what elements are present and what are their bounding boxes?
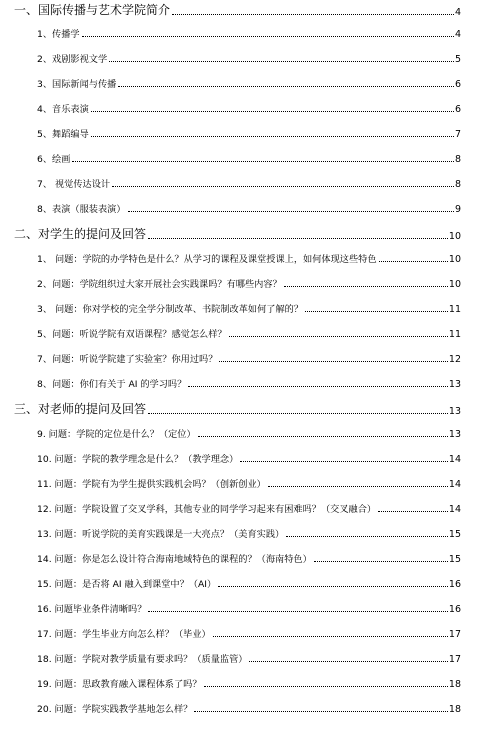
toc-dot-leader: [148, 238, 448, 239]
toc-entry-text: 11. 问题：学院有为学生提供实践机会吗？（创新创业）: [37, 479, 266, 490]
toc-page-number: 10: [448, 254, 461, 265]
toc-dot-leader: [72, 161, 454, 162]
toc-item[interactable]: [37, 302, 461, 315]
toc-entry-text: 3、国际新闻与传播: [37, 79, 117, 90]
toc-page-number: 7: [454, 129, 461, 140]
toc-entry-text: 13. 问题：听说学院的美育实践课是一大亮点？（美育实践）: [37, 529, 285, 540]
toc-page-number: 9: [454, 204, 461, 215]
toc-item[interactable]: [37, 77, 461, 90]
toc-entry-text: 20. 问题：学院实践教学基地怎么样？: [37, 704, 193, 715]
toc-dot-leader: [91, 111, 454, 112]
toc-page-number: 5: [454, 54, 461, 65]
toc-entry-text: 4、音乐表演: [37, 104, 89, 115]
toc-entry-text: 18. 问题：学院对教学质量有要求吗？（质量监管）: [37, 654, 248, 665]
toc-item[interactable]: [37, 502, 461, 515]
toc-item[interactable]: [37, 177, 461, 190]
toc-entry-text: 9. 问题：学院的定位是什么？（定位）: [37, 429, 196, 440]
toc-page-number: 4: [454, 29, 461, 40]
toc-item[interactable]: [37, 427, 461, 440]
toc-entry-text: 10. 问题：学院的教学理念是什么？（教学理念）: [37, 454, 239, 465]
toc-entry-text: 2、问题：学院组织过大家开展社会实践课吗？有哪些内容？: [37, 279, 282, 290]
toc-dot-leader: [229, 336, 448, 337]
toc-entry-text: 一、国际传播与艺术学院简介: [14, 3, 171, 17]
toc-dot-leader: [240, 461, 448, 462]
toc-page-number: 13: [448, 379, 461, 390]
toc-item[interactable]: [37, 552, 461, 565]
toc-entry-text: 15. 问题：是否将 AI 融入到课堂中？（AI）: [37, 579, 217, 590]
toc-item[interactable]: [37, 377, 461, 390]
toc-dot-leader: [109, 61, 454, 62]
toc-page-number: 14: [448, 479, 461, 490]
toc-dot-leader: [148, 611, 448, 612]
toc-entry-text: 19. 问题：思政教育融入课程体系了吗？: [37, 679, 202, 690]
toc-page-number: 8: [454, 154, 461, 165]
toc-page-number: 6: [454, 104, 461, 115]
toc-item[interactable]: [37, 152, 461, 165]
toc-dot-leader: [118, 86, 454, 87]
toc-page-number: 4: [454, 7, 461, 18]
toc-entry-text: 1、 问题：学院的办学特色是什么？从学习的课程及课堂授课上，如何体现这些特色: [37, 254, 377, 265]
toc-item[interactable]: [37, 277, 461, 290]
toc-page-number: 16: [448, 604, 461, 615]
toc-page-number: 10: [448, 279, 461, 290]
toc-dot-leader: [91, 136, 454, 137]
toc-dot-leader: [172, 14, 454, 15]
toc-entry-text: 8、表演（服装表演）: [37, 204, 126, 215]
toc-item[interactable]: [37, 327, 461, 340]
toc-dot-leader: [268, 486, 448, 487]
toc-entry-text: 12. 问题：学院设置了交叉学科，其他专业的同学学习起来有困难吗？（交叉融合）: [37, 504, 377, 515]
toc-dot-leader: [314, 561, 448, 562]
toc-page-number: 12: [448, 354, 461, 365]
toc-entry-text: 2、戏剧影视文学: [37, 54, 108, 65]
toc-dot-leader: [284, 286, 448, 287]
toc-dot-leader: [218, 586, 448, 587]
toc-page-number: 6: [454, 79, 461, 90]
toc-item[interactable]: [37, 52, 461, 65]
toc-entry-text: 5、舞蹈编导: [37, 129, 89, 140]
toc-page-number: 10: [448, 231, 461, 242]
toc-dot-leader: [213, 636, 448, 637]
toc-dot-leader: [305, 311, 448, 312]
toc-item[interactable]: [37, 652, 461, 665]
toc-item[interactable]: [37, 352, 461, 365]
toc-item[interactable]: [37, 127, 461, 140]
toc-dot-leader: [198, 436, 448, 437]
toc-dot-leader: [204, 686, 448, 687]
toc-entry-text: 三、对老师的提问及回答: [14, 402, 147, 416]
toc-page-number: 13: [448, 406, 461, 417]
toc-dot-leader: [249, 661, 447, 662]
toc-item[interactable]: [37, 452, 461, 465]
toc-entry-text: 7、问题：听说学院建了实验室？你用过吗？: [37, 354, 218, 365]
toc-item[interactable]: [37, 202, 461, 215]
toc-page-number: 18: [448, 679, 461, 690]
toc-dot-leader: [82, 36, 454, 37]
toc-item[interactable]: [37, 577, 461, 590]
toc-item[interactable]: [37, 102, 461, 115]
toc-item[interactable]: [37, 527, 461, 540]
toc-dot-leader: [194, 711, 448, 712]
toc-dot-leader: [148, 413, 448, 414]
toc-page-number: 16: [448, 579, 461, 590]
toc-item[interactable]: [37, 627, 461, 640]
toc-item[interactable]: [37, 27, 461, 40]
toc-dot-leader: [379, 261, 448, 262]
toc-item[interactable]: [37, 702, 461, 715]
toc-page-number: 17: [448, 654, 461, 665]
toc-heading[interactable]: [14, 2, 461, 18]
toc-item[interactable]: [37, 252, 461, 265]
toc-entry-text: 1、传播学: [37, 29, 80, 40]
toc-entry-text: 6、绘画: [37, 154, 71, 165]
toc-item[interactable]: [37, 602, 461, 615]
toc-page-number: 14: [448, 504, 461, 515]
toc-item[interactable]: [37, 477, 461, 490]
toc-dot-leader: [112, 186, 454, 187]
toc-page-number: 11: [448, 304, 461, 315]
toc-page-number: 18: [448, 704, 461, 715]
toc-item[interactable]: [37, 677, 461, 690]
toc-entry-text: 8、问题：你们有关于 AI 的学习吗？: [37, 379, 187, 390]
toc-page-number: 11: [448, 329, 461, 340]
toc-page-number: 17: [448, 629, 461, 640]
toc-entry-text: 16. 问题毕业条件清晰吗？: [37, 604, 147, 615]
toc-entry-text: 7、 视觉传达设计: [37, 179, 111, 190]
toc-page-number: 8: [454, 179, 461, 190]
toc-dot-leader: [128, 211, 454, 212]
toc-heading[interactable]: [14, 226, 461, 242]
toc-page-number: 14: [448, 454, 461, 465]
toc-entry-text: 二、对学生的提问及回答: [14, 227, 147, 241]
toc-page-number: 15: [448, 529, 461, 540]
toc-dot-leader: [219, 361, 447, 362]
toc-entry-text: 14. 问题：你是怎么设计符合海南地域特色的课程的？（海南特色）: [37, 554, 312, 565]
toc-entry-text: 17. 问题：学生毕业方向怎么样？（毕业）: [37, 629, 211, 640]
toc-page-number: 13: [448, 429, 461, 440]
toc-dot-leader: [378, 511, 448, 512]
toc-entry-text: 5、问题：听说学院有双语课程？感觉怎么样？: [37, 329, 227, 340]
toc-heading[interactable]: [14, 401, 461, 417]
toc-page-number: 15: [448, 554, 461, 565]
toc-entry-text: 3、 问题：你对学校的完全学分制改革、书院制改革如何了解的？: [37, 304, 304, 315]
toc-dot-leader: [286, 536, 448, 537]
toc-dot-leader: [188, 386, 448, 387]
